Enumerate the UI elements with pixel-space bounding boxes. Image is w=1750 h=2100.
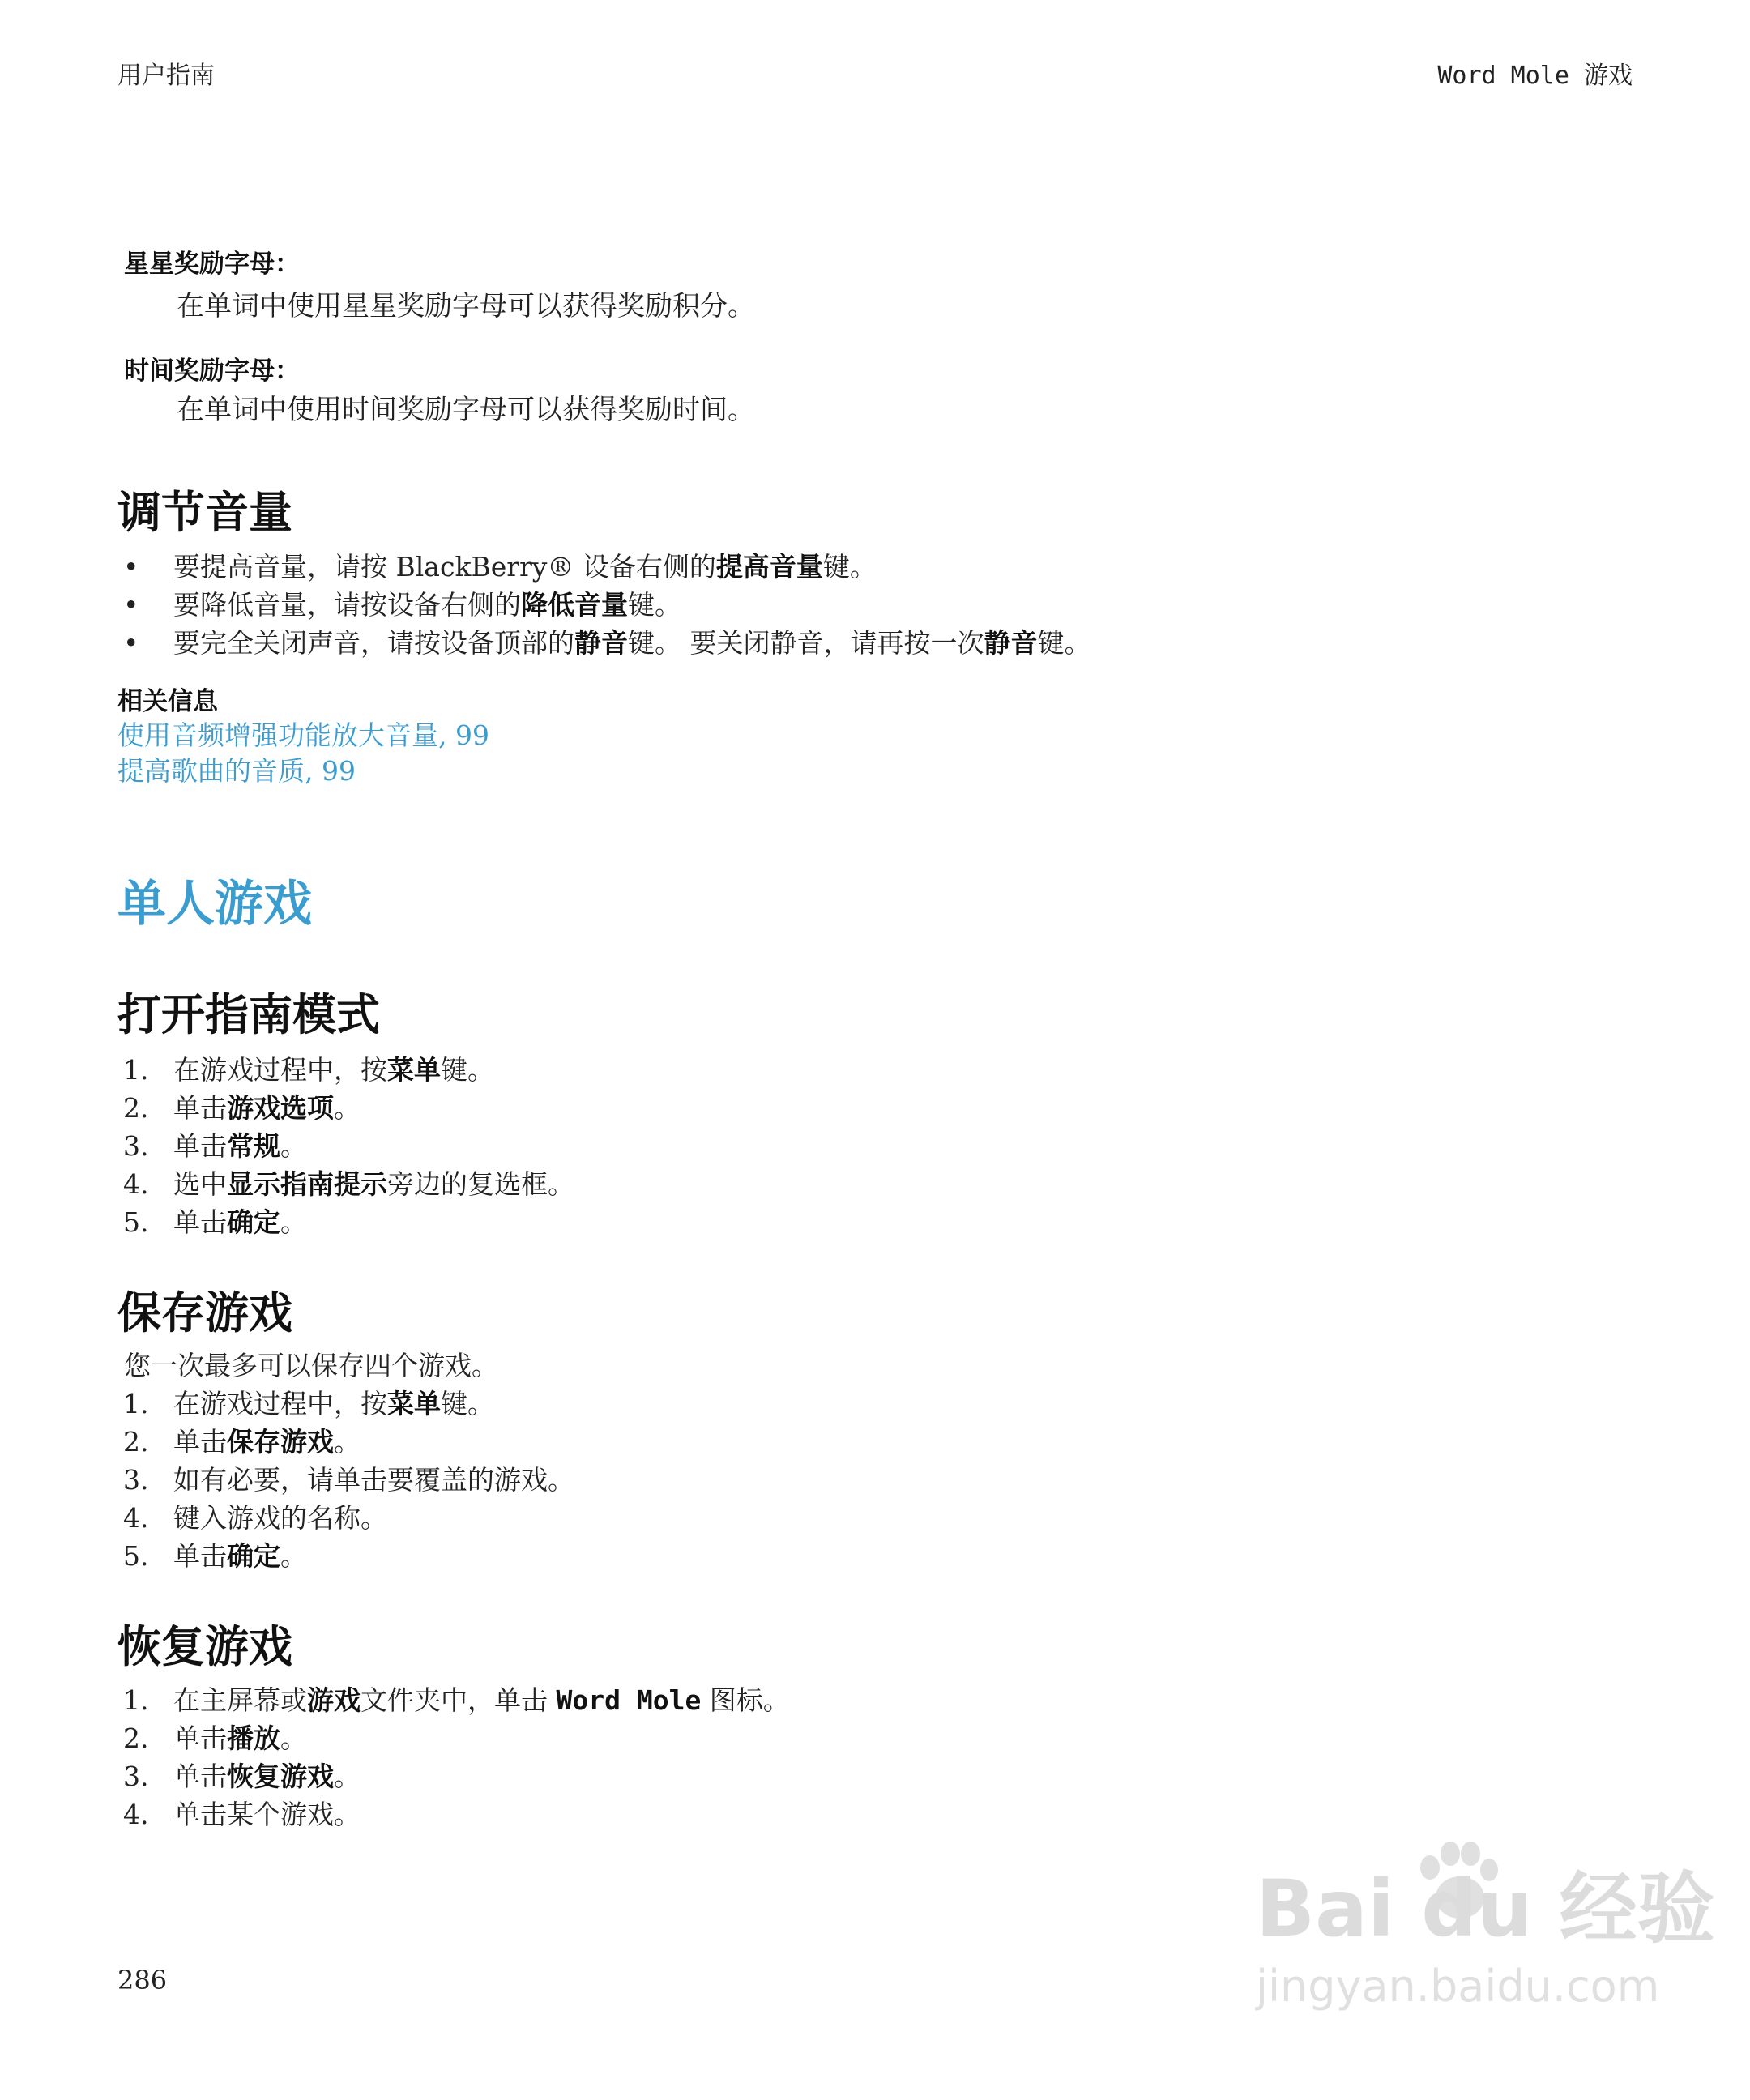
restore-game-heading: 恢复游戏 [117,1621,292,1672]
time-bonus-desc: 在单词中使用时间奖励字母可以获得奖励时间。 [177,394,755,426]
key-name: 降低音量 [521,589,628,621]
save-step: 5. 单击确定。 [123,1540,307,1572]
page-number: 286 [117,1965,168,1995]
step-number: 4. [123,1168,149,1200]
step-number: 1. [123,1684,149,1716]
step-number: 4. [123,1502,149,1534]
step-number: 3. [123,1130,149,1162]
related-link-song-quality[interactable]: 提高歌曲的音质, 99 [117,755,356,787]
restore-step: 4. 单击某个游戏。 [123,1799,361,1830]
key-name: 静音 [984,627,1038,659]
tutorial-step: 3. 单击常规。 [123,1130,307,1162]
related-link-audio-boost[interactable]: 使用音频增强功能放大音量, 99 [117,719,489,751]
related-info-heading: 相关信息 [117,687,218,716]
tutorial-step: 4. 选中显示指南提示旁边的复选框。 [123,1168,574,1200]
step-number: 2. [123,1722,149,1754]
volume-bullet-1: • 要提高音量，请按 BlackBerry® 设备右侧的提高音量键。 [123,551,877,583]
app-name: Word Mole [556,1684,702,1716]
tutorial-heading: 打开指南模式 [117,989,380,1040]
baidu-watermark [1240,1831,1715,2042]
save-game-intro: 您一次最多可以保存四个游戏。 [124,1350,498,1381]
save-game-heading: 保存游戏 [117,1287,292,1338]
time-bonus-term: 时间奖励字母： [124,356,300,386]
restore-step: 1. 在主屏幕或游戏文件夹中，单击 Word Mole 图标。 [123,1684,790,1716]
header-section: Word Mole 游戏 [1437,62,1633,90]
step-number: 1. [123,1054,149,1086]
bullet-mark: • [123,551,139,583]
watermark-url: jingyan.baidu.com [1256,1961,1660,2012]
restore-step: 2. 单击播放。 [123,1722,307,1754]
bullet-mark: • [123,627,139,659]
save-step: 1. 在游戏过程中，按菜单键。 [123,1388,494,1419]
step-number: 4. [123,1799,149,1830]
tutorial-step: 5. 单击确定。 [123,1206,307,1238]
header-title: 用户指南 [117,62,215,90]
bullet-mark: • [123,589,139,621]
volume-bullet-2: • 要降低音量，请按设备右侧的降低音量键。 [123,589,681,621]
tutorial-step: 2. 单击游戏选项。 [123,1092,361,1124]
step-number: 5. [123,1206,149,1238]
watermark-brand: Bai du 经验 [1256,1863,1715,1954]
step-number: 5. [123,1540,149,1572]
step-number: 1. [123,1388,149,1419]
save-step: 2. 单击保存游戏。 [123,1426,361,1458]
key-name: 提高音量 [715,551,823,583]
volume-heading: 调节音量 [117,487,292,538]
step-number: 2. [123,1092,149,1124]
step-number: 3. [123,1761,149,1792]
step-number: 2. [123,1426,149,1458]
single-player-heading: 单人游戏 [117,876,312,933]
restore-step: 3. 单击恢复游戏。 [123,1761,361,1792]
save-step: 4. 键入游戏的名称。 [123,1502,387,1534]
step-number: 3. [123,1464,149,1496]
star-bonus-desc: 在单词中使用星星奖励字母可以获得奖励积分。 [177,290,755,322]
star-bonus-term: 星星奖励字母： [124,250,300,279]
tutorial-step: 1. 在游戏过程中，按菜单键。 [123,1054,494,1086]
key-name: 静音 [574,627,628,659]
save-step: 3. 如有必要，请单击要覆盖的游戏。 [123,1464,574,1496]
volume-bullet-3: • 要完全关闭声音，请按设备顶部的静音键。 要关闭静音，请再按一次静音键。 [123,627,1091,659]
